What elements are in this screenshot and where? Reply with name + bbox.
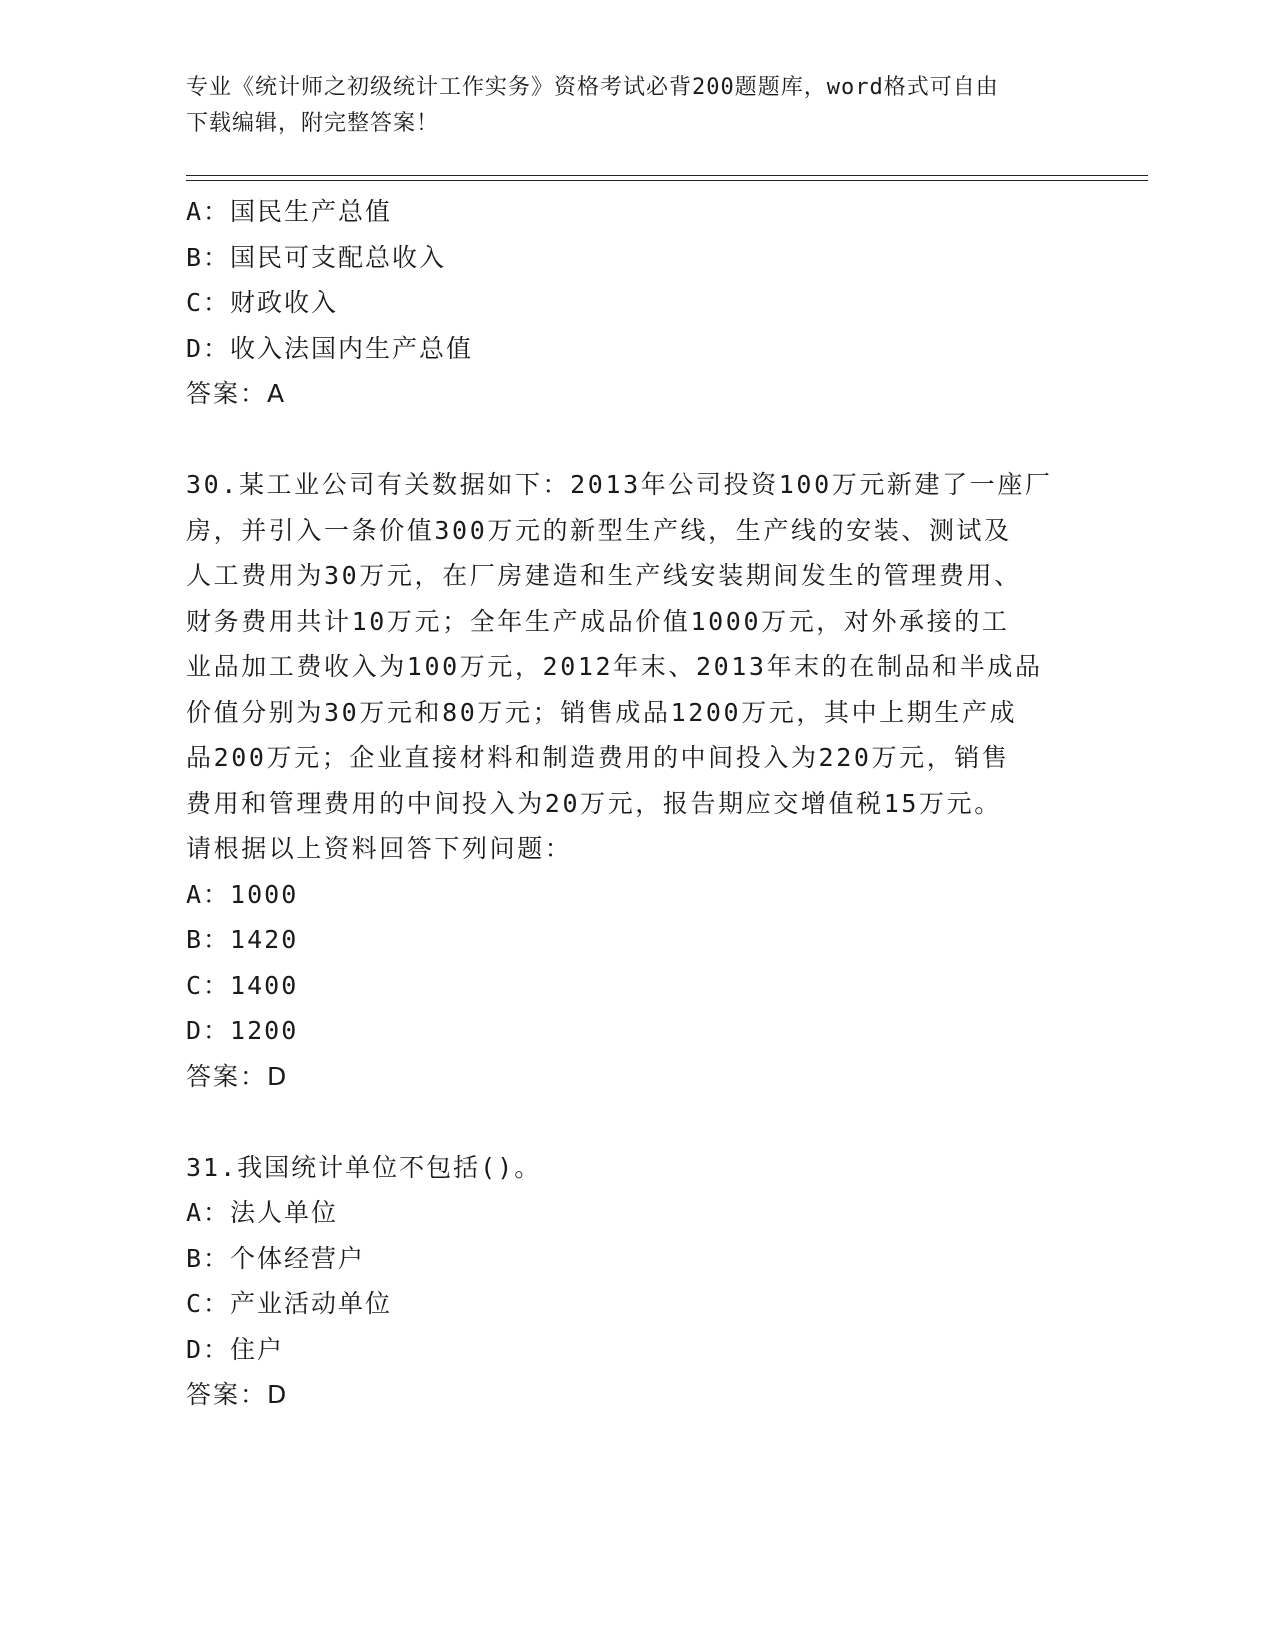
option-d: D：住户: [186, 1334, 285, 1364]
answer-line: 答案：A: [186, 379, 287, 408]
document-body: [186, 189, 1086, 1418]
question-text-line: 费用和管理费用的中间投入为20万元，报告期应交增值税15万元。: [186, 788, 1002, 818]
option-a: A：1000: [186, 879, 299, 909]
option-b: B：1420: [186, 925, 299, 954]
header-line-1: 专业《统计师之初级统计工作实务》资格考试必背200题题库，word格式可自由: [186, 75, 999, 100]
option-c: C：财政收入: [186, 288, 339, 317]
option-d: D：1200: [186, 1016, 299, 1045]
question-text-line: 请根据以上资料回答下列问题：: [186, 834, 573, 863]
header-rule-top: [186, 175, 1148, 176]
question-text: [186, 462, 1086, 872]
answer-line: 答案：D: [186, 1380, 289, 1409]
question-31: [186, 1145, 1086, 1418]
question-text-line: 品200万元；企业直接材料和制造费用的中间投入为220万元，销售: [186, 743, 1010, 772]
option-c: C：产业活动单位: [186, 1289, 393, 1318]
header-line-2: 下载编辑，附完整答案！: [186, 111, 440, 136]
spacer: [186, 1099, 1086, 1145]
question-text-line: 业品加工费收入为100万元，2012年末、2013年末的在制品和半成品: [186, 652, 1043, 681]
question-29: [186, 189, 1086, 417]
option-b: B：个体经营户: [186, 1243, 366, 1273]
question-text-line: 价值分别为30万元和80万元；销售成品1200万元，其中上期生产成: [186, 697, 1018, 727]
option-a: A：国民生产总值: [186, 197, 393, 226]
question-30: [186, 462, 1086, 1099]
question-text-line: 房，并引入一条价值300万元的新型生产线，生产线的安装、测试及: [186, 515, 1012, 545]
answer-line: 答案：D: [186, 1061, 289, 1091]
question-text-line: 人工费用为30万元，在厂房建造和生产线安装期间发生的管理费用、: [186, 561, 1022, 590]
document-header: [186, 70, 1086, 142]
option-c: C：1400: [186, 970, 299, 1000]
option-d: D：收入法国内生产总值: [186, 333, 474, 363]
option-b: B：国民可支配总收入: [186, 242, 447, 272]
question-text-line: 财务费用共计10万元；全年生产成品价值1000万元，对外承接的工: [186, 606, 1010, 636]
spacer: [186, 417, 1086, 463]
question-text: 31.我国统计单位不包括()。: [186, 1152, 542, 1182]
header-rule-bottom: [186, 180, 1148, 181]
option-a: A：法人单位: [186, 1198, 339, 1227]
question-text-line: 30.某工业公司有关数据如下：2013年公司投资100万元新建了一座厂: [186, 470, 1053, 499]
